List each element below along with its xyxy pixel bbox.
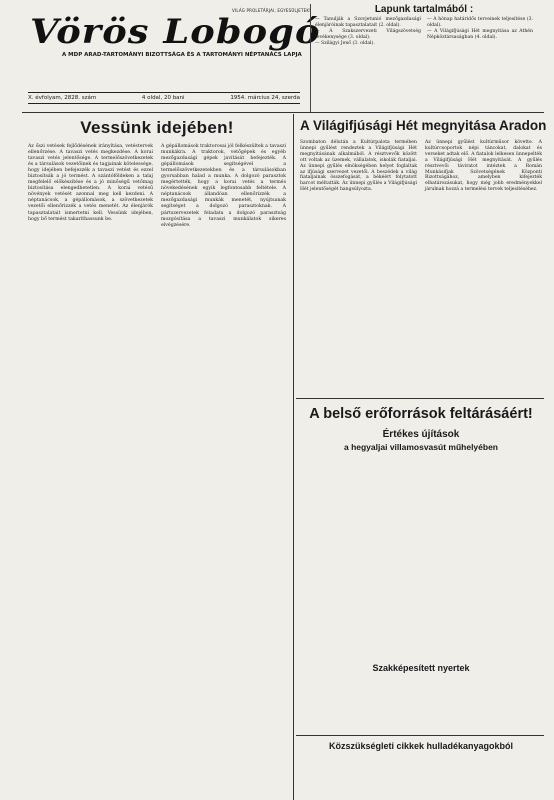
article-column: A gépállomások traktorosai jól felkészültek a tavaszi munkákra. A traktorok, vetőgépek és egyéb mezőgazdasági gépek javítását befejezték. A gépállomások segítségével a termelőszövetkezetekben és a társulásokban gyorsabban halad a munka. A dolgozó parasztok megértették, hogy a korai vetés a termés növekedésének egyik legfontosabb feltétele. A néptanácsok állandóan ellenőrizzék a mezőgazdasági munkák menetét, nyújtsanak segítséget a dolgozó parasztoknak. A pártszervezetek feladata a dolgozó parasztság mozgósítása a tavaszi munkálatok sikeres elvégzésére. xyxy=(161,144,286,228)
contents-item: — Tanulják a Szovjetunió mezőgazdasági élenjáróinak tapasztalatait (2. oldal). xyxy=(315,17,421,28)
left-article xyxy=(28,118,286,800)
newspaper-logo: Vörös Lobogó xyxy=(30,12,321,52)
banner xyxy=(298,406,544,452)
contents-item: — A Szakszervezeti Világszövetség tevékenysége (3. oldal). xyxy=(315,29,421,40)
contents-item: — A hónap határidős terveinek teljesítése (3. oldal). xyxy=(427,17,533,28)
section-1 xyxy=(298,663,544,673)
contents-item: — Szilágyi Jenő (3. oldal). xyxy=(315,41,375,47)
volume-number: X. évfolyam, 2828. szám xyxy=(28,95,97,101)
section-headline: Szakképesített nyertek xyxy=(372,663,470,673)
article-column: Az őszi vetések fejlődésének irányítása, vetéstervek ellenőrzése. A tavaszi vetés megkezdése. A korai tavaszi vetés jelentősége. A termelőszövetkezetek és a társulások vezetőinek és tagjainak kötelessége, hogy idejében befejezzék a tavaszi vetést és ezzel biztosítsák a jó termést. A szántóföldeken a talaj megfelelő előkészítése és a jó minőségű vetőmag biztosítása elengedhetetlen. A korai vetésű növények vetését azonnal meg kell kezdeni. A néptanácsok, a gépállomások, a szövetkezetek vezetői ellenőrizzék a vetés menetét. Az élenjárók tapasztalatait ismertetni kell. Vessünk idejében, hogy bő termést takaríthassunk be. xyxy=(28,144,153,222)
slogan: VILÁG PROLETÁRJAI, EGYESÜLJETEK! xyxy=(232,8,311,13)
issue-date: 1954. március 24, szerda xyxy=(230,95,300,101)
contents-item: — A Világifjúsági Hét megnyitása az Athén Népköztársaságban (4. oldal). xyxy=(427,29,533,40)
right-article xyxy=(300,118,547,193)
article-column: Az ünnepi gyűlést kultúrműsor követte. A kultúrcsoportok népi táncokat, dalokat és verseket adtak elő. A fiatalok lelkesen ünnepelték a Világifjúsági Hét megnyitását. A gyűlés résztvevői táviratot intéztek a Román Munkásifjak Szövetségének Központi Bizottságához, amelyben kifejezték elhatározásukat, hogy még jobb eredményekkel járulnak hozzá a termelési tervek teljesítéséhez. xyxy=(425,140,542,193)
banner-headline: A belső erőforrások feltárásáért! xyxy=(309,406,533,422)
issue-line xyxy=(28,92,300,104)
banner-subheadline: Értékes újítások xyxy=(382,429,460,440)
section-2 xyxy=(298,741,544,751)
article-column: Szombaton délután a Kultúrpalota termében ünnepi gyűlést rendeztek a Világifjúsági Hét megnyitásának alkalmából. A résztvevők között ott voltak az üzemek, vállalatok, iskolák fiataljai. Az ünnepi gyűlés elnökségében helyet foglaltak az ifjúsági szervezet vezetői. A beszédek a világ fiataljainak összefogását, a békéért folytatott harcot méltatták. Az ünnepi gyűlés a Világifjúsági Hét jelentőségét hangsúlyozta. xyxy=(300,140,417,193)
divider xyxy=(296,398,544,399)
divider xyxy=(296,735,544,736)
contents-box xyxy=(310,4,537,112)
masthead xyxy=(22,4,321,68)
column-divider xyxy=(293,114,294,800)
issue-price: 4 oldal, 20 bani xyxy=(141,95,185,101)
section-headline: Közszükségleti cikkek hulladékanyagokból xyxy=(328,741,514,751)
right-headline: A Világifjúsági Hét megnyitása Aradon xyxy=(300,118,547,133)
masthead-subtitle: A MDP ARAD-TARTOMÁNYI BIZOTTSÁGA ÉS A TARTOMÁNYI NÉPTANÁCS LAPJA xyxy=(62,52,302,58)
contents-title: Lapunk tartalmából : xyxy=(374,4,474,15)
divider xyxy=(22,112,544,113)
banner-subheadline-2: a hegyaljai villamosvasút műhelyében xyxy=(343,442,498,452)
left-headline: Vessünk idejében! xyxy=(80,118,234,137)
